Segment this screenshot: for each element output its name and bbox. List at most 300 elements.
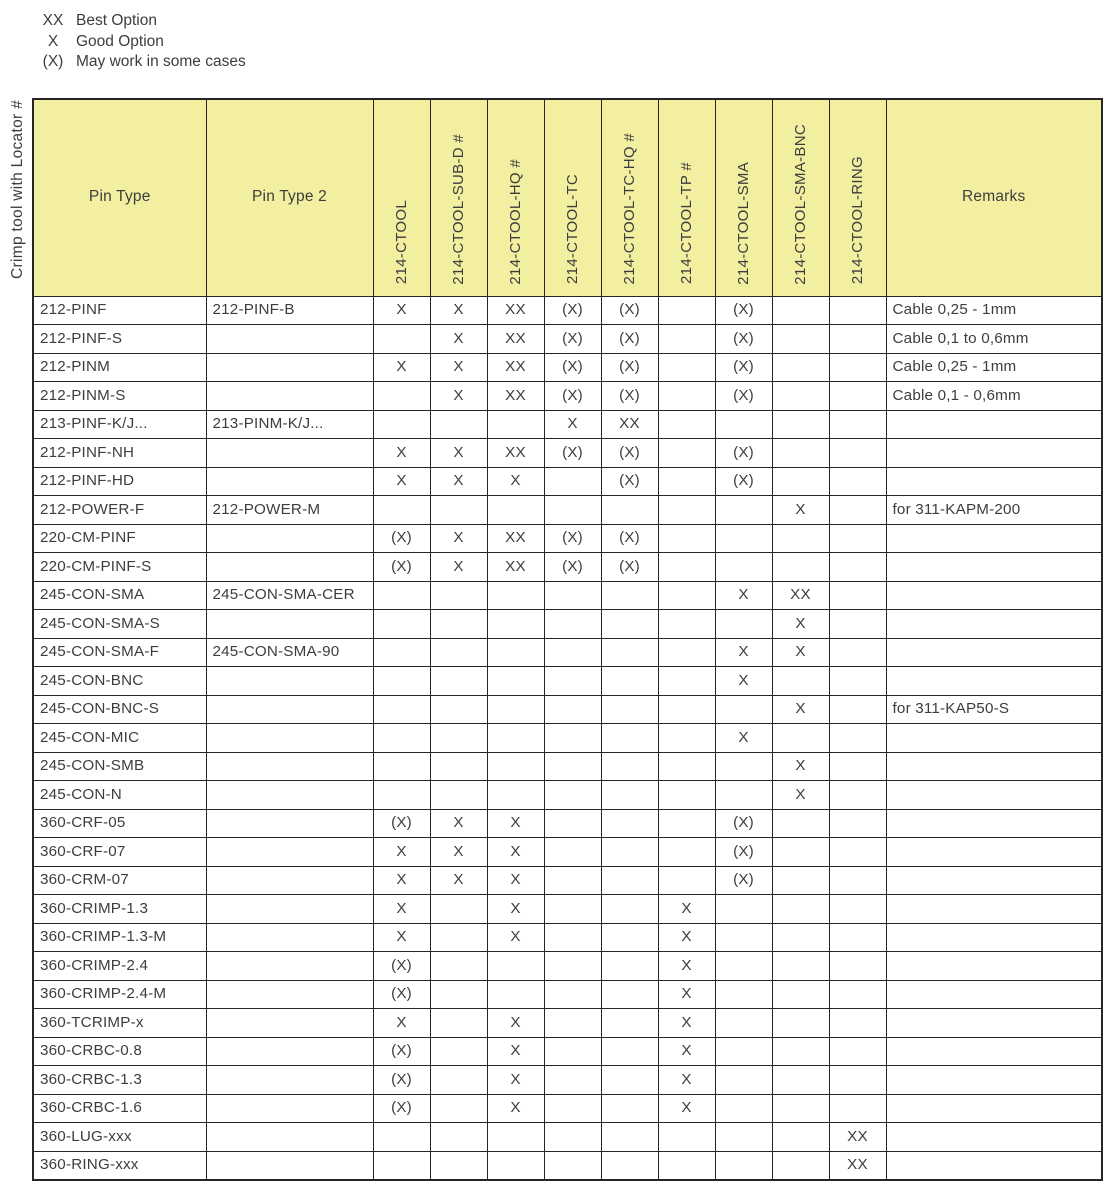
pin-type-cell: 360-CRM-07	[33, 866, 206, 895]
tool-option-cell: (X)	[544, 353, 601, 382]
table-row	[33, 866, 1102, 895]
tool-option-cell: (X)	[373, 1066, 430, 1095]
tool-option-cell	[829, 667, 886, 696]
tool-option-cell: X	[715, 724, 772, 753]
tool-column-label: 214-CTOOL-SMA	[734, 161, 752, 285]
tool-option-cell	[829, 410, 886, 439]
tool-option-cell: X	[658, 923, 715, 952]
pin-type-cell: 212-POWER-F	[33, 496, 206, 525]
pin-type-cell: 360-LUG-xxx	[33, 1123, 206, 1152]
tool-option-cell	[658, 667, 715, 696]
tool-option-cell: (X)	[715, 467, 772, 496]
tool-option-cell	[430, 923, 487, 952]
tool-option-cell: (X)	[373, 524, 430, 553]
tool-option-cell	[772, 410, 829, 439]
tool-option-cell: X	[487, 1009, 544, 1038]
remarks-cell	[886, 980, 1102, 1009]
tool-option-cell	[487, 410, 544, 439]
pin-type2-cell	[206, 1009, 373, 1038]
tool-option-cell: X	[487, 838, 544, 867]
remarks-cell	[886, 581, 1102, 610]
tool-option-cell	[772, 467, 829, 496]
tool-option-cell	[373, 695, 430, 724]
tool-option-cell: X	[487, 809, 544, 838]
pin-type2-cell	[206, 325, 373, 354]
legend-item	[36, 52, 1113, 73]
tool-option-cell	[544, 809, 601, 838]
tool-option-cell: X	[772, 695, 829, 724]
legend	[0, 0, 1113, 73]
tool-column-header	[715, 99, 772, 297]
tool-option-cell: X	[658, 1066, 715, 1095]
remarks-cell: Cable 0,1 - 0,6mm	[886, 382, 1102, 411]
tool-option-cell: X	[373, 923, 430, 952]
tool-option-cell: X	[772, 638, 829, 667]
tool-option-cell: X	[715, 667, 772, 696]
table-row	[33, 524, 1102, 553]
tool-option-cell	[601, 752, 658, 781]
tool-option-cell	[544, 610, 601, 639]
tool-option-cell	[601, 980, 658, 1009]
tool-column-header	[601, 99, 658, 297]
tool-option-cell	[658, 1123, 715, 1152]
tool-option-cell	[829, 325, 886, 354]
tool-option-cell	[658, 752, 715, 781]
tool-column-label: 214-CTOOL-SUB-D #	[449, 133, 467, 285]
tool-column-label: 214-CTOOL-HQ #	[506, 158, 524, 285]
tool-option-cell	[544, 1037, 601, 1066]
tool-option-cell: X	[430, 838, 487, 867]
tool-option-cell	[430, 980, 487, 1009]
pin-type2-cell	[206, 610, 373, 639]
tool-option-cell	[487, 781, 544, 810]
tool-option-cell	[544, 952, 601, 981]
table-row	[33, 296, 1102, 325]
tool-option-cell	[772, 382, 829, 411]
tool-option-cell	[829, 382, 886, 411]
tool-option-cell	[658, 638, 715, 667]
tool-option-cell: X	[715, 638, 772, 667]
header-row	[33, 99, 1102, 297]
pin-type-cell: 212-PINF	[33, 296, 206, 325]
tool-option-cell: (X)	[715, 353, 772, 382]
tool-option-cell	[772, 667, 829, 696]
tool-option-cell	[430, 895, 487, 924]
tool-option-cell	[373, 638, 430, 667]
pin-type2-cell	[206, 952, 373, 981]
remarks-cell	[886, 1066, 1102, 1095]
tool-column-header	[658, 99, 715, 297]
tool-column-header	[772, 99, 829, 297]
tool-option-cell	[658, 581, 715, 610]
tool-option-cell: (X)	[715, 382, 772, 411]
tool-option-cell: X	[430, 467, 487, 496]
tool-option-cell	[373, 1151, 430, 1180]
tool-option-cell	[430, 410, 487, 439]
pin-type2-cell	[206, 923, 373, 952]
tool-column-label: 214-CTOOL-SMA-BNC	[791, 123, 809, 285]
tool-option-cell: X	[772, 610, 829, 639]
tool-option-cell	[601, 952, 658, 981]
table-row	[33, 325, 1102, 354]
tool-option-cell	[658, 1151, 715, 1180]
tool-option-cell	[772, 353, 829, 382]
tool-option-cell	[544, 1151, 601, 1180]
tool-option-cell	[373, 410, 430, 439]
pin-type-cell: 245-CON-BNC-S	[33, 695, 206, 724]
tool-option-cell: X	[544, 410, 601, 439]
tool-option-cell	[544, 866, 601, 895]
table-row	[33, 1094, 1102, 1123]
tool-option-cell: X	[430, 439, 487, 468]
tool-option-cell	[715, 695, 772, 724]
tool-option-cell	[544, 638, 601, 667]
legend-symbol: XX	[42, 12, 64, 29]
tool-option-cell	[829, 1066, 886, 1095]
pin-type2-cell	[206, 838, 373, 867]
tool-option-cell	[829, 724, 886, 753]
tool-column-header	[487, 99, 544, 297]
tool-option-cell: XX	[601, 410, 658, 439]
tool-option-cell	[829, 952, 886, 981]
tool-option-cell	[658, 296, 715, 325]
tool-option-cell	[772, 838, 829, 867]
tool-option-cell	[601, 838, 658, 867]
tool-option-cell	[544, 781, 601, 810]
tool-option-cell: (X)	[373, 952, 430, 981]
table-row	[33, 809, 1102, 838]
tool-option-cell: X	[658, 980, 715, 1009]
tool-option-cell	[715, 1066, 772, 1095]
tool-option-cell: X	[373, 439, 430, 468]
tool-option-cell	[772, 724, 829, 753]
tool-option-cell	[715, 610, 772, 639]
remarks-cell: Cable 0,25 - 1mm	[886, 296, 1102, 325]
tool-option-cell	[544, 838, 601, 867]
tool-option-cell: XX	[829, 1151, 886, 1180]
tool-option-cell: X	[487, 866, 544, 895]
tool-option-cell: (X)	[373, 809, 430, 838]
tool-option-cell: XX	[487, 382, 544, 411]
pin-type2-cell	[206, 781, 373, 810]
tool-option-cell	[829, 695, 886, 724]
tool-option-cell	[601, 610, 658, 639]
tool-option-cell	[715, 496, 772, 525]
tool-option-cell	[601, 1151, 658, 1180]
tool-option-cell	[373, 496, 430, 525]
tool-option-cell: (X)	[601, 296, 658, 325]
remarks-cell: for 311-KAP50-S	[886, 695, 1102, 724]
tool-option-cell	[487, 952, 544, 981]
tool-column-label: 214-CTOOL	[392, 200, 410, 285]
tool-option-cell	[544, 695, 601, 724]
tool-option-cell	[658, 410, 715, 439]
table-row	[33, 553, 1102, 582]
pin-type2-cell	[206, 439, 373, 468]
tool-option-cell: X	[430, 809, 487, 838]
tool-option-cell	[601, 809, 658, 838]
tool-option-cell	[544, 752, 601, 781]
tool-option-cell	[772, 325, 829, 354]
tool-option-cell: (X)	[715, 439, 772, 468]
table-row	[33, 496, 1102, 525]
pin-type-cell: 212-PINF-S	[33, 325, 206, 354]
legend-label: Best Option	[76, 12, 157, 29]
pin-type2-cell	[206, 809, 373, 838]
tool-option-cell	[544, 895, 601, 924]
remarks-cell: Cable 0,25 - 1mm	[886, 353, 1102, 382]
legend-item	[36, 11, 1113, 32]
remarks-cell	[886, 439, 1102, 468]
tool-option-cell	[772, 952, 829, 981]
tool-option-cell	[430, 724, 487, 753]
pin-type-cell: 360-CRIMP-1.3-M	[33, 923, 206, 952]
tool-option-cell	[658, 724, 715, 753]
pin-type-cell: 245-CON-N	[33, 781, 206, 810]
tool-option-cell	[658, 353, 715, 382]
tool-option-cell: X	[772, 496, 829, 525]
tool-option-cell	[829, 1094, 886, 1123]
pin-type2-cell	[206, 866, 373, 895]
remarks-cell	[886, 410, 1102, 439]
tool-option-cell	[430, 581, 487, 610]
tool-option-cell	[829, 638, 886, 667]
tool-option-cell	[715, 1037, 772, 1066]
tool-option-cell	[829, 1037, 886, 1066]
table-row	[33, 724, 1102, 753]
pin-type-cell: 360-CRIMP-1.3	[33, 895, 206, 924]
tool-option-cell: XX	[829, 1123, 886, 1152]
tool-option-cell	[373, 724, 430, 753]
tool-option-cell	[829, 809, 886, 838]
tool-option-cell	[430, 752, 487, 781]
tool-column-header	[544, 99, 601, 297]
tool-option-cell	[715, 1123, 772, 1152]
tool-option-cell	[772, 553, 829, 582]
tool-option-cell	[430, 638, 487, 667]
tool-option-cell	[430, 1066, 487, 1095]
table-row	[33, 838, 1102, 867]
tool-option-cell	[487, 667, 544, 696]
pin-type2-cell	[206, 895, 373, 924]
tool-option-cell	[544, 1094, 601, 1123]
tool-option-cell: XX	[772, 581, 829, 610]
tool-option-cell	[715, 923, 772, 952]
tool-option-cell	[829, 1009, 886, 1038]
tool-option-cell	[487, 1151, 544, 1180]
tool-option-cell	[430, 781, 487, 810]
crimp-tool-matrix-table	[32, 98, 1103, 1182]
pin-type-cell: 360-CRIMP-2.4-M	[33, 980, 206, 1009]
tool-option-cell	[601, 496, 658, 525]
pin-type2-cell	[206, 553, 373, 582]
tool-option-cell	[658, 610, 715, 639]
tool-option-cell	[430, 667, 487, 696]
pin-type2-cell	[206, 1151, 373, 1180]
tool-option-cell: (X)	[601, 353, 658, 382]
tool-option-cell: X	[373, 895, 430, 924]
tool-option-cell	[829, 781, 886, 810]
tool-option-cell: X	[658, 952, 715, 981]
tool-option-cell	[658, 439, 715, 468]
tool-option-cell	[430, 952, 487, 981]
tool-option-cell: X	[658, 1094, 715, 1123]
pin-type2-cell	[206, 724, 373, 753]
remarks-cell	[886, 638, 1102, 667]
tool-option-cell	[487, 638, 544, 667]
tool-option-cell: X	[487, 895, 544, 924]
tool-option-cell	[715, 1094, 772, 1123]
tool-option-cell: X	[487, 1094, 544, 1123]
tool-option-cell: (X)	[715, 296, 772, 325]
tool-option-cell: (X)	[601, 382, 658, 411]
tool-option-cell	[544, 980, 601, 1009]
tool-option-cell	[658, 553, 715, 582]
tool-option-cell: (X)	[715, 838, 772, 867]
tool-option-cell	[658, 467, 715, 496]
tool-option-cell	[487, 1123, 544, 1152]
tool-option-cell	[373, 325, 430, 354]
tool-option-cell	[772, 1094, 829, 1123]
pin-type2-cell: 213-PINM-K/J...	[206, 410, 373, 439]
tool-option-cell	[601, 1037, 658, 1066]
pin-type-cell: 360-CRF-05	[33, 809, 206, 838]
remarks-cell	[886, 1009, 1102, 1038]
pin-type-cell: 360-TCRIMP-x	[33, 1009, 206, 1038]
tool-option-cell: X	[373, 296, 430, 325]
table-row	[33, 695, 1102, 724]
pin-type2-cell	[206, 1094, 373, 1123]
tool-option-cell: (X)	[373, 980, 430, 1009]
tool-option-cell	[715, 410, 772, 439]
pin-type-cell: 245-CON-SMA	[33, 581, 206, 610]
tool-option-cell: X	[658, 1037, 715, 1066]
legend-item	[36, 32, 1113, 53]
remarks-cell	[886, 923, 1102, 952]
tool-option-cell	[544, 581, 601, 610]
pin-type2-cell	[206, 1037, 373, 1066]
pin-type2-cell	[206, 1066, 373, 1095]
tool-option-cell	[601, 667, 658, 696]
pin-type-cell: 212-PINM-S	[33, 382, 206, 411]
tool-option-cell	[772, 1037, 829, 1066]
tool-option-cell: (X)	[601, 467, 658, 496]
tool-option-cell	[829, 553, 886, 582]
tool-option-cell: X	[430, 866, 487, 895]
tool-option-cell	[544, 923, 601, 952]
remarks-cell: Cable 0,1 to 0,6mm	[886, 325, 1102, 354]
remarks-cell	[886, 895, 1102, 924]
tool-option-cell	[601, 1123, 658, 1152]
pin-type2-cell: 245-CON-SMA-90	[206, 638, 373, 667]
remarks-cell	[886, 952, 1102, 981]
tool-option-cell: (X)	[544, 296, 601, 325]
tool-option-cell	[430, 1009, 487, 1038]
tool-option-cell: X	[373, 1009, 430, 1038]
tool-option-cell: X	[487, 1066, 544, 1095]
tool-option-cell: X	[373, 838, 430, 867]
table-row	[33, 980, 1102, 1009]
tool-option-cell	[544, 724, 601, 753]
pin-type2-cell	[206, 467, 373, 496]
tool-option-cell	[658, 838, 715, 867]
tool-column-label: 214-CTOOL-TC	[563, 174, 581, 285]
table-row	[33, 439, 1102, 468]
remarks-cell	[886, 724, 1102, 753]
remarks-cell	[886, 1094, 1102, 1123]
tool-option-cell	[601, 895, 658, 924]
pin-type-cell: 360-CRBC-0.8	[33, 1037, 206, 1066]
tool-option-cell: (X)	[373, 1037, 430, 1066]
pin-type-cell: 360-CRF-07	[33, 838, 206, 867]
tool-option-cell	[601, 695, 658, 724]
tool-option-cell	[772, 1066, 829, 1095]
tool-option-cell: X	[487, 467, 544, 496]
tool-option-cell: X	[430, 524, 487, 553]
tool-option-cell	[829, 524, 886, 553]
tool-option-cell	[772, 439, 829, 468]
legend-label: Good Option	[76, 32, 164, 50]
tool-option-cell	[601, 1094, 658, 1123]
tool-option-cell	[373, 1123, 430, 1152]
tool-option-cell	[715, 1009, 772, 1038]
tool-option-cell: X	[658, 895, 715, 924]
tool-option-cell	[829, 838, 886, 867]
table-row	[33, 353, 1102, 382]
tool-option-cell	[601, 866, 658, 895]
tool-option-cell	[829, 296, 886, 325]
tool-option-cell: X	[430, 553, 487, 582]
tool-option-cell	[658, 524, 715, 553]
tool-option-cell	[829, 467, 886, 496]
pin-type2-cell	[206, 752, 373, 781]
tool-option-cell: X	[373, 353, 430, 382]
pin-type2-cell	[206, 382, 373, 411]
tool-option-cell: X	[487, 1037, 544, 1066]
pin-type2-cell: 245-CON-SMA-CER	[206, 581, 373, 610]
pin-type-cell: 360-RING-xxx	[33, 1151, 206, 1180]
tool-option-cell	[772, 1151, 829, 1180]
tool-option-cell	[544, 1009, 601, 1038]
tool-option-cell	[772, 1009, 829, 1038]
remarks-cell	[886, 1151, 1102, 1180]
tool-option-cell: XX	[487, 353, 544, 382]
tool-option-cell	[430, 1123, 487, 1152]
tool-option-cell: XX	[487, 296, 544, 325]
tool-option-cell	[829, 866, 886, 895]
table-row	[33, 382, 1102, 411]
tool-option-cell	[829, 980, 886, 1009]
tool-option-cell: (X)	[601, 325, 658, 354]
tool-option-cell	[373, 581, 430, 610]
remarks-cell	[886, 1037, 1102, 1066]
tool-option-cell: X	[487, 923, 544, 952]
remarks-cell: for 311-KAPM-200	[886, 496, 1102, 525]
pin-type-cell: 245-CON-SMB	[33, 752, 206, 781]
pin-type2-cell	[206, 695, 373, 724]
tool-option-cell: X	[772, 781, 829, 810]
pin-type2-cell: 212-POWER-M	[206, 496, 373, 525]
pin-type-cell: 220-CM-PINF	[33, 524, 206, 553]
tool-option-cell: (X)	[715, 325, 772, 354]
table-row	[33, 667, 1102, 696]
tool-option-cell: XX	[487, 553, 544, 582]
table-row	[33, 1123, 1102, 1152]
tool-option-cell	[772, 980, 829, 1009]
remarks-cell	[886, 809, 1102, 838]
tool-option-cell	[373, 781, 430, 810]
tool-option-cell	[487, 581, 544, 610]
